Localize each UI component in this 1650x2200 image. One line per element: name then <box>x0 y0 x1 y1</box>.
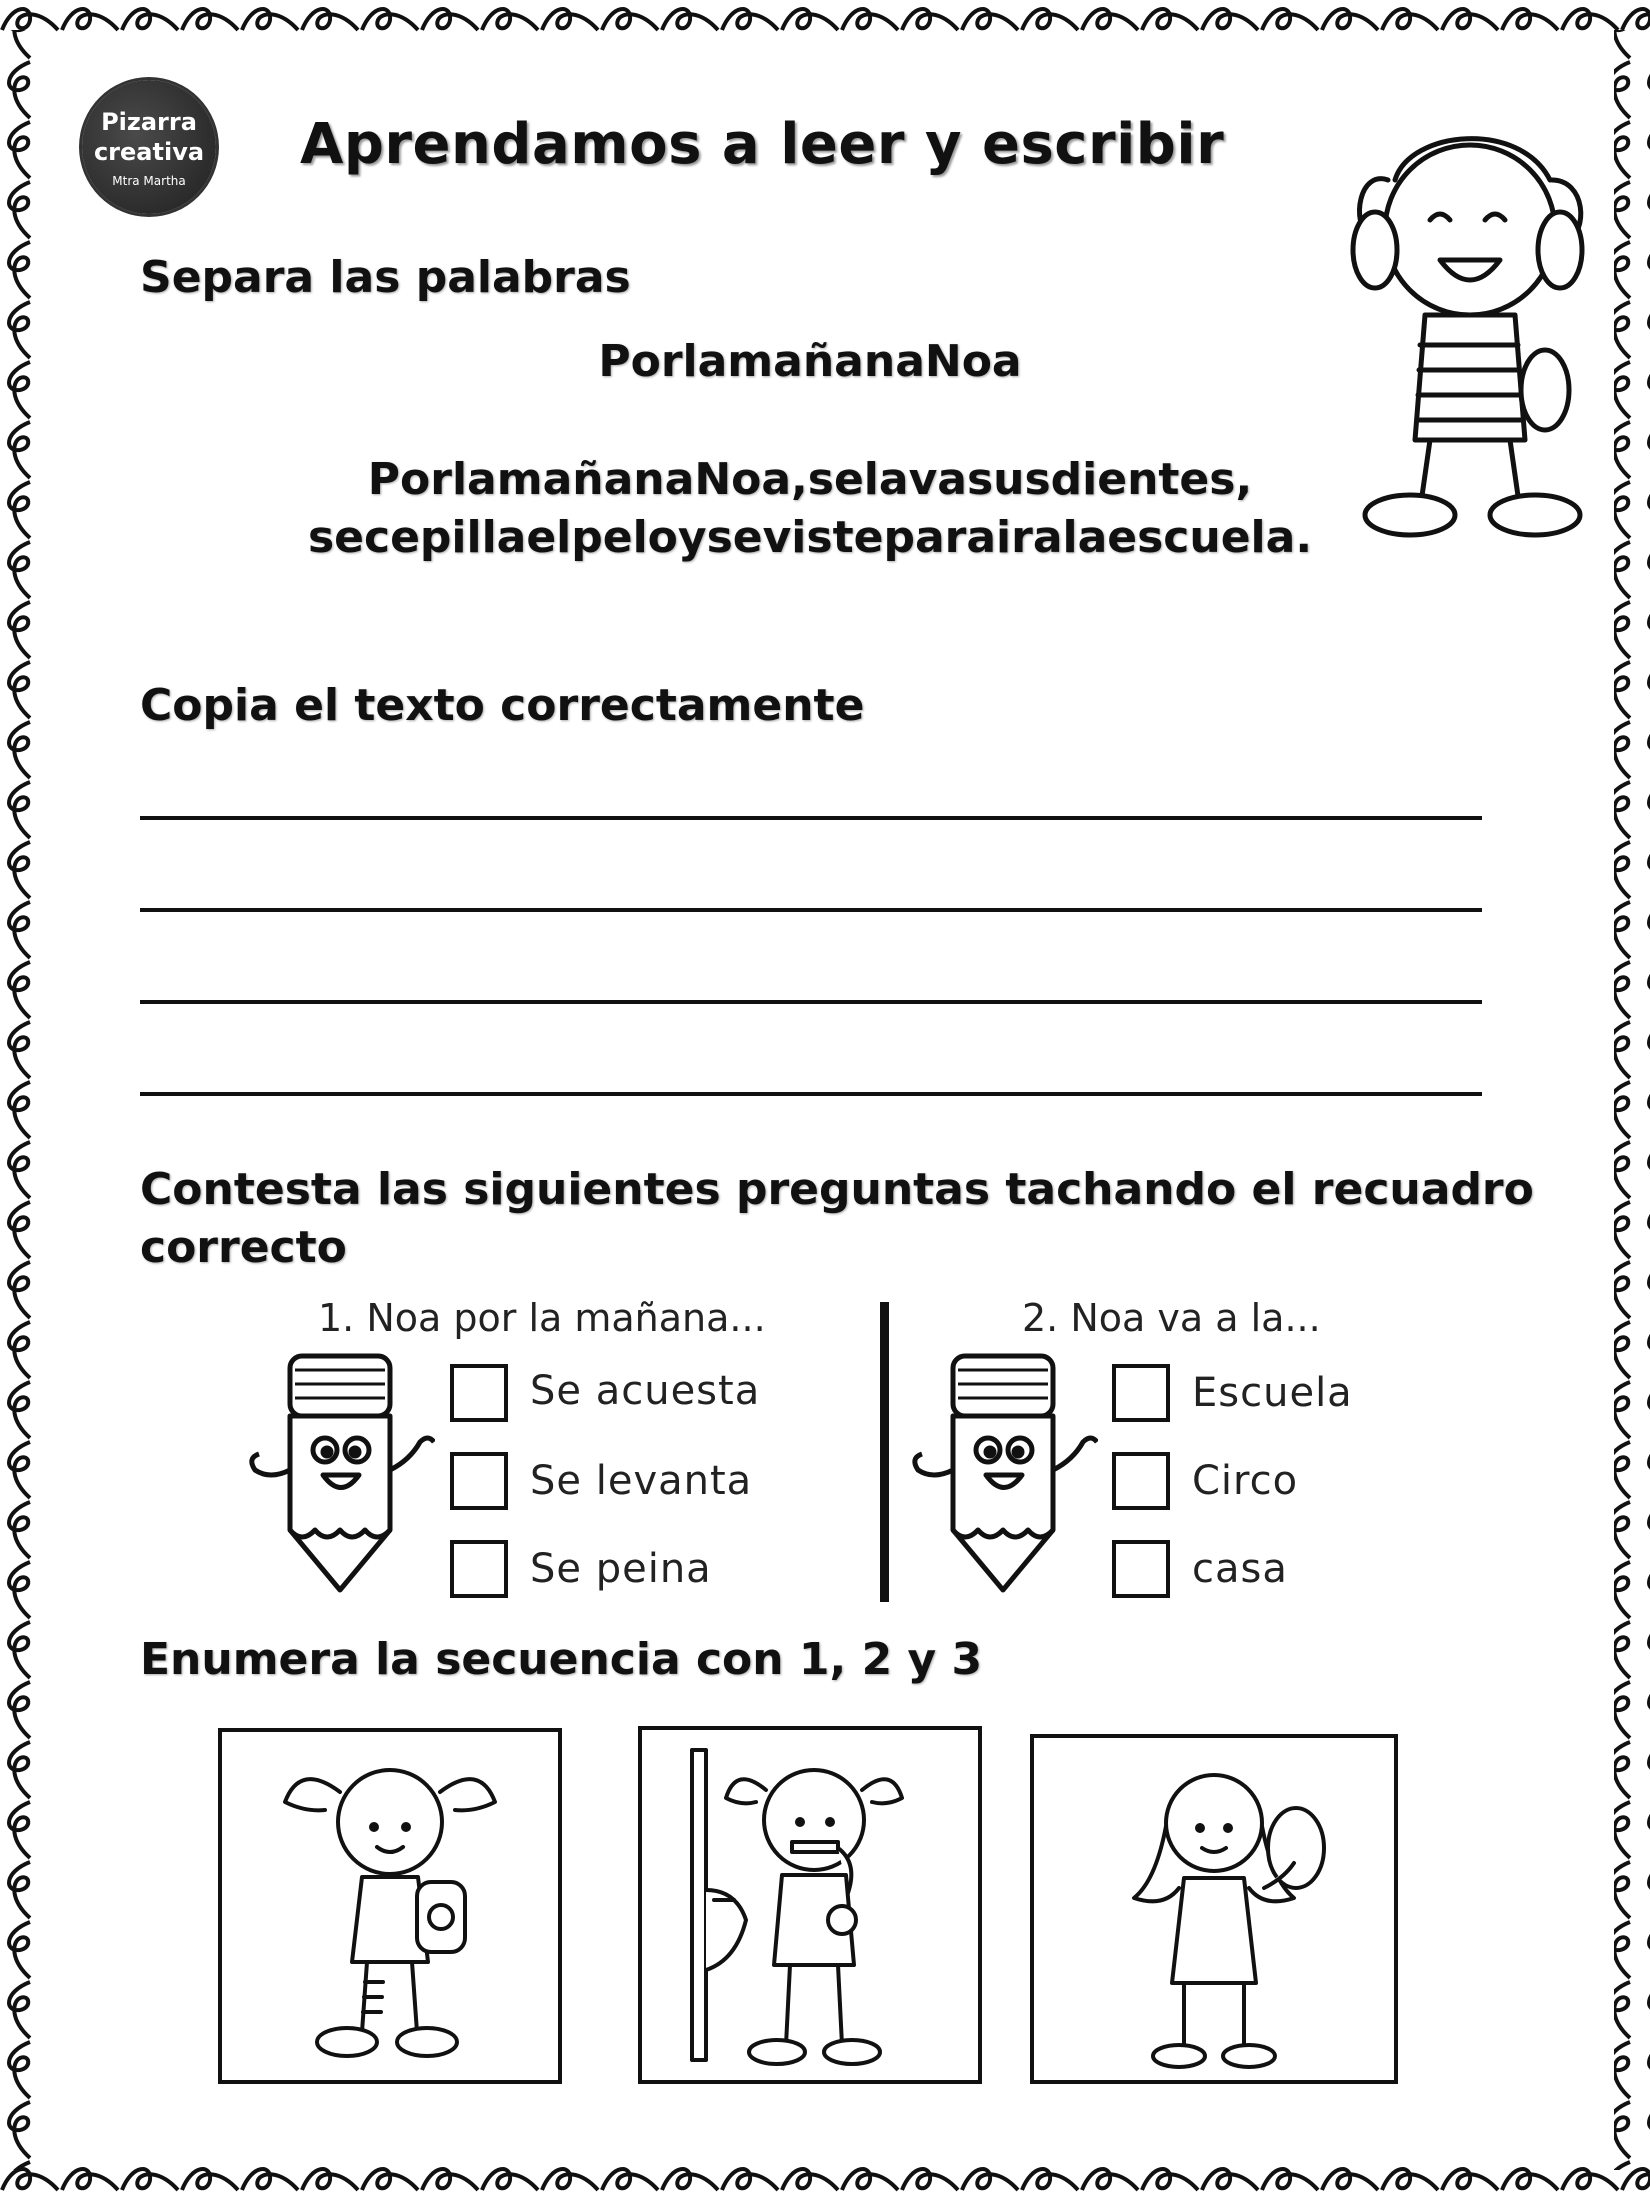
q1-option-2-checkbox[interactable] <box>450 1452 508 1510</box>
pencil-icon <box>245 1350 435 1600</box>
question-2-title: 2. Noa va a la... <box>1022 1296 1321 1340</box>
question-1-title: 1. Noa por la mañana... <box>318 1296 766 1340</box>
section-heading-separate: Separa las palabras <box>140 252 631 303</box>
separate-sentence-line1: PorlamañanaNoa,selavasusdientes, <box>367 454 1253 505</box>
q2-option-1-checkbox[interactable] <box>1112 1364 1170 1422</box>
section-heading-questions-line2: correcto <box>140 1222 347 1273</box>
girl-brushing-teeth-illustration <box>642 1730 978 2080</box>
pizarra-creativa-logo <box>82 80 216 214</box>
writing-line-2[interactable] <box>140 908 1482 912</box>
sequence-panel-1[interactable] <box>218 1728 562 2084</box>
writing-line-3[interactable] <box>140 1000 1482 1004</box>
q1-option-3-checkbox[interactable] <box>450 1540 508 1598</box>
q1-option-1-checkbox[interactable] <box>450 1364 508 1422</box>
logo-text-line1: Pizarra <box>101 108 197 136</box>
q2-option-3-label: casa <box>1192 1546 1288 1592</box>
q2-option-1-label: Escuela <box>1192 1370 1353 1416</box>
page-title: Aprendamos a leer y escribir <box>300 112 1225 177</box>
section-heading-questions-line1: Contesta las siguientes preguntas tachando el recuadro <box>140 1164 1534 1215</box>
writing-line-4[interactable] <box>140 1092 1482 1096</box>
sequence-panel-3[interactable] <box>1030 1734 1398 2084</box>
girl-with-backpack-illustration <box>222 1732 558 2080</box>
q2-option-2-checkbox[interactable] <box>1112 1452 1170 1510</box>
pencil-icon <box>908 1350 1098 1600</box>
q1-option-1-label: Se acuesta <box>530 1368 761 1414</box>
girl-combing-hair-illustration <box>1034 1738 1394 2080</box>
q1-option-3-label: Se peina <box>530 1546 712 1592</box>
section-heading-copy: Copia el texto correctamente <box>140 680 865 731</box>
writing-line-1[interactable] <box>140 816 1482 820</box>
q1-option-2-label: Se levanta <box>530 1458 753 1504</box>
separate-word-short: PorlamañanaNoa <box>598 336 1022 387</box>
separate-sentence-line2: secepillaelpeloysevisteparairalaescuela. <box>307 512 1313 563</box>
q2-option-3-checkbox[interactable] <box>1112 1540 1170 1598</box>
logo-text-line3: Mtra Martha <box>112 174 186 188</box>
question-divider <box>880 1302 889 1602</box>
q2-option-2-label: Circo <box>1192 1458 1299 1504</box>
section-heading-sequence: Enumera la secuencia con 1, 2 y 3 <box>140 1634 983 1685</box>
logo-text-line2: creativa <box>93 138 205 166</box>
sequence-panel-2[interactable] <box>638 1726 982 2084</box>
